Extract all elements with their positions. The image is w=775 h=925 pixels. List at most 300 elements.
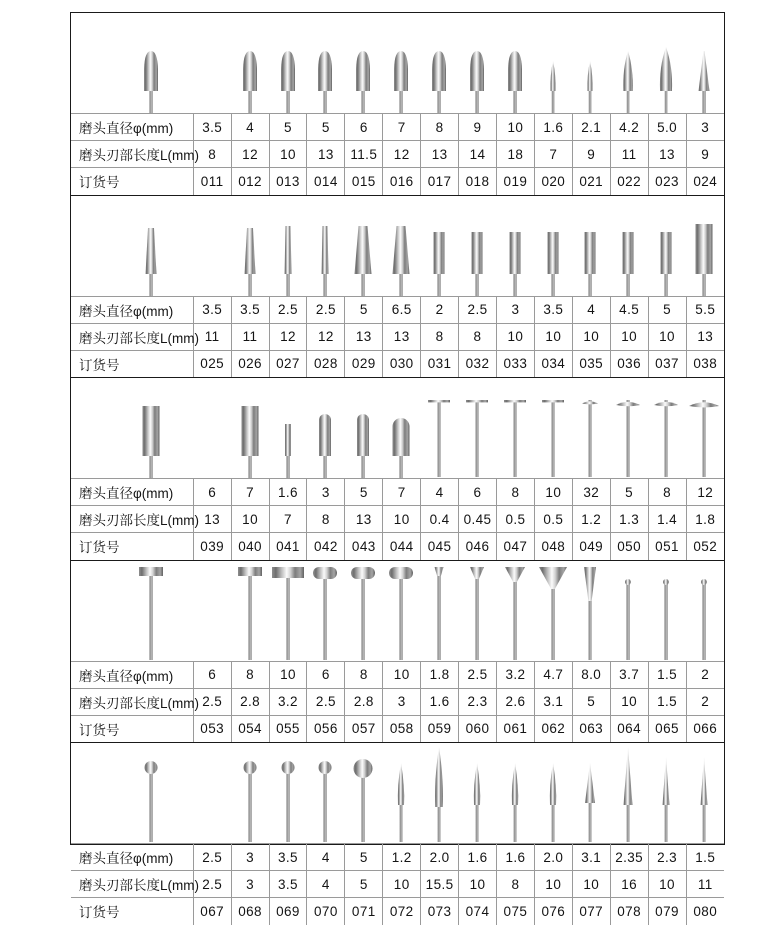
cell-length: 3 — [383, 688, 421, 715]
row-label-order-no: 订货号 — [71, 898, 193, 925]
cell-order-no: 059 — [421, 715, 459, 742]
row-label-diameter: 磨头直径φ(mm) — [71, 844, 193, 871]
cell-order-no: 073 — [421, 898, 459, 925]
spec-table-1 — [71, 113, 724, 195]
spec-block-4 — [71, 561, 724, 744]
cell-order-no: 024 — [686, 168, 724, 195]
cell-order-no: 062 — [534, 715, 572, 742]
cell-order-no: 025 — [193, 350, 231, 377]
cell-diameter: 3 — [496, 296, 534, 323]
cell-length: 10 — [648, 323, 686, 350]
cell-diameter: 1.6 — [496, 844, 534, 871]
bit-figure — [496, 743, 534, 843]
cell-length: 10 — [269, 141, 307, 168]
cell-diameter: 7 — [383, 479, 421, 506]
bit-figure — [496, 13, 534, 113]
cell-order-no: 048 — [534, 533, 572, 560]
bit-figure — [420, 378, 458, 478]
table-row-length-3 — [71, 506, 724, 533]
cell-diameter: 3.7 — [610, 661, 648, 688]
bit-figure — [420, 743, 458, 843]
bit-figure — [231, 743, 269, 843]
cell-diameter: 2.5 — [459, 296, 497, 323]
row-label-length: 磨头刃部长度L(mm) — [71, 506, 193, 533]
cell-order-no: 016 — [383, 168, 421, 195]
cell-length: 5 — [572, 688, 610, 715]
cell-length: 7 — [534, 141, 572, 168]
bit-figure — [307, 196, 345, 296]
cell-order-no: 018 — [459, 168, 497, 195]
cell-length: 2.3 — [459, 688, 497, 715]
cell-diameter: 5.0 — [648, 114, 686, 141]
bit-figure — [382, 13, 420, 113]
cell-order-no: 052 — [686, 533, 724, 560]
cell-order-no: 040 — [231, 533, 269, 560]
table-row-diameter-5 — [71, 844, 724, 871]
cell-length: 2.8 — [231, 688, 269, 715]
cell-length: 10 — [648, 871, 686, 898]
cell-diameter: 10 — [383, 661, 421, 688]
cell-diameter: 6 — [193, 479, 231, 506]
bit-figure — [496, 561, 534, 661]
table-row-diameter-4 — [71, 661, 724, 688]
cell-diameter: 5 — [345, 844, 383, 871]
cell-order-no: 057 — [345, 715, 383, 742]
cell-order-no: 023 — [648, 168, 686, 195]
bit-figure — [458, 13, 496, 113]
row-label-diameter: 磨头直径φ(mm) — [71, 114, 193, 141]
bit-figure — [420, 196, 458, 296]
cell-order-no: 043 — [345, 533, 383, 560]
cell-order-no: 015 — [345, 168, 383, 195]
cell-length: 10 — [534, 871, 572, 898]
cell-order-no: 017 — [421, 168, 459, 195]
bit-figure — [382, 196, 420, 296]
cell-order-no: 045 — [421, 533, 459, 560]
cell-order-no: 054 — [231, 715, 269, 742]
bit-figure — [269, 378, 307, 478]
cell-length: 13 — [648, 141, 686, 168]
cell-diameter: 2.1 — [572, 114, 610, 141]
row-label-diameter: 磨头直径φ(mm) — [71, 479, 193, 506]
cell-order-no: 013 — [269, 168, 307, 195]
cell-diameter: 3.5 — [269, 844, 307, 871]
cell-diameter: 2.35 — [610, 844, 648, 871]
cell-length: 10 — [383, 871, 421, 898]
cell-length: 2.5 — [193, 871, 231, 898]
cell-diameter: 4.5 — [610, 296, 648, 323]
row-label-order-no: 订货号 — [71, 533, 193, 560]
cell-diameter: 3 — [686, 114, 724, 141]
bit-figure — [534, 13, 572, 113]
table-row-length-4 — [71, 688, 724, 715]
table-row-order-2 — [71, 350, 724, 377]
bit-figure — [307, 13, 345, 113]
cell-diameter: 5 — [610, 479, 648, 506]
cell-diameter: 6.5 — [383, 296, 421, 323]
bit-figure — [534, 378, 572, 478]
cell-diameter: 1.6 — [269, 479, 307, 506]
cell-order-no: 074 — [459, 898, 497, 925]
spec-sheet-frame — [70, 12, 725, 921]
cell-diameter: 12 — [686, 479, 724, 506]
table-row-diameter-2 — [71, 296, 724, 323]
cell-length: 9 — [572, 141, 610, 168]
cell-order-no: 022 — [610, 168, 648, 195]
cell-diameter: 4 — [421, 479, 459, 506]
cell-diameter: 2 — [686, 661, 724, 688]
spec-block-1 — [71, 13, 724, 196]
bit-figure — [344, 561, 382, 661]
cell-diameter: 10 — [534, 479, 572, 506]
bit-figure — [571, 561, 609, 661]
cell-order-no: 071 — [345, 898, 383, 925]
bit-figure — [571, 743, 609, 843]
bit-figure — [458, 196, 496, 296]
cell-diameter: 2.5 — [459, 661, 497, 688]
bit-figure — [231, 561, 269, 661]
bit-figure — [685, 378, 723, 478]
bit-figure — [71, 561, 231, 661]
cell-order-no: 051 — [648, 533, 686, 560]
cell-length: 0.45 — [459, 506, 497, 533]
cell-order-no: 053 — [193, 715, 231, 742]
cell-order-no: 055 — [269, 715, 307, 742]
cell-length: 2.5 — [307, 688, 345, 715]
bit-figure — [382, 561, 420, 661]
figure-strip-2 — [71, 196, 724, 296]
bit-figure — [534, 743, 572, 843]
table-row-length-2 — [71, 323, 724, 350]
cell-length: 1.3 — [610, 506, 648, 533]
cell-diameter: 3 — [231, 844, 269, 871]
cell-length: 10 — [496, 323, 534, 350]
cell-diameter: 3.5 — [193, 296, 231, 323]
cell-order-no: 076 — [534, 898, 572, 925]
cell-length: 14 — [459, 141, 497, 168]
cell-diameter: 1.2 — [383, 844, 421, 871]
cell-length: 8 — [459, 323, 497, 350]
cell-order-no: 033 — [496, 350, 534, 377]
cell-diameter: 4.2 — [610, 114, 648, 141]
cell-order-no: 067 — [193, 898, 231, 925]
cell-length: 1.4 — [648, 506, 686, 533]
row-label-length: 磨头刃部长度L(mm) — [71, 141, 193, 168]
cell-diameter: 4 — [307, 844, 345, 871]
cell-order-no: 041 — [269, 533, 307, 560]
bit-figure — [307, 561, 345, 661]
cell-length: 10 — [534, 323, 572, 350]
cell-order-no: 056 — [307, 715, 345, 742]
cell-order-no: 064 — [610, 715, 648, 742]
cell-diameter: 3.5 — [534, 296, 572, 323]
cell-order-no: 075 — [496, 898, 534, 925]
bit-figure — [571, 196, 609, 296]
cell-length: 13 — [686, 323, 724, 350]
bit-figure — [269, 13, 307, 113]
cell-diameter: 6 — [193, 661, 231, 688]
bit-figure — [496, 196, 534, 296]
cell-diameter: 5 — [307, 114, 345, 141]
cell-length: 10 — [459, 871, 497, 898]
cell-length: 8 — [193, 141, 231, 168]
cell-length: 16 — [610, 871, 648, 898]
table-row-length-5 — [71, 871, 724, 898]
cell-diameter: 32 — [572, 479, 610, 506]
cell-length: 3.5 — [269, 871, 307, 898]
cell-order-no: 030 — [383, 350, 421, 377]
cell-diameter: 5 — [345, 296, 383, 323]
spec-block-2 — [71, 196, 724, 379]
cell-length: 13 — [383, 323, 421, 350]
cell-diameter: 4 — [572, 296, 610, 323]
cell-diameter: 3.1 — [572, 844, 610, 871]
bit-figure — [458, 561, 496, 661]
bit-figure — [71, 743, 231, 843]
cell-diameter: 2 — [421, 296, 459, 323]
cell-diameter: 7 — [383, 114, 421, 141]
cell-length: 10 — [383, 506, 421, 533]
cell-order-no: 046 — [459, 533, 497, 560]
cell-diameter: 6 — [345, 114, 383, 141]
figure-strip-5 — [71, 743, 724, 843]
cell-length: 10 — [572, 871, 610, 898]
cell-order-no: 065 — [648, 715, 686, 742]
cell-order-no: 078 — [610, 898, 648, 925]
bit-figure — [307, 378, 345, 478]
table-row-length-1 — [71, 141, 724, 168]
cell-diameter: 2.5 — [307, 296, 345, 323]
cell-diameter: 1.5 — [648, 661, 686, 688]
cell-length: 4 — [307, 871, 345, 898]
cell-diameter: 8 — [648, 479, 686, 506]
bit-figure — [231, 13, 269, 113]
cell-diameter: 5 — [345, 479, 383, 506]
bit-figure — [647, 743, 685, 843]
bit-figure — [458, 378, 496, 478]
bit-figure — [420, 561, 458, 661]
spec-table-5 — [71, 843, 724, 925]
cell-order-no: 026 — [231, 350, 269, 377]
cell-length: 13 — [345, 506, 383, 533]
bit-figure — [344, 743, 382, 843]
cell-order-no: 069 — [269, 898, 307, 925]
cell-diameter: 3.2 — [496, 661, 534, 688]
cell-length: 12 — [231, 141, 269, 168]
cell-length: 12 — [269, 323, 307, 350]
bit-figure — [269, 196, 307, 296]
figure-strip-4 — [71, 561, 724, 661]
bit-figure — [496, 378, 534, 478]
cell-order-no: 077 — [572, 898, 610, 925]
cell-length: 10 — [610, 323, 648, 350]
cell-length: 2.8 — [345, 688, 383, 715]
row-label-diameter: 磨头直径φ(mm) — [71, 661, 193, 688]
figure-strip-1 — [71, 13, 724, 113]
row-label-order-no: 订货号 — [71, 350, 193, 377]
cell-diameter: 8.0 — [572, 661, 610, 688]
bit-figure — [609, 561, 647, 661]
cell-length: 0.4 — [421, 506, 459, 533]
cell-length: 3 — [231, 871, 269, 898]
cell-diameter: 6 — [307, 661, 345, 688]
cell-length: 11 — [193, 323, 231, 350]
cell-length: 13 — [345, 323, 383, 350]
cell-diameter: 1.6 — [459, 844, 497, 871]
cell-length: 5 — [345, 871, 383, 898]
cell-diameter: 7 — [231, 479, 269, 506]
cell-diameter: 5 — [648, 296, 686, 323]
cell-length: 11 — [610, 141, 648, 168]
cell-order-no: 063 — [572, 715, 610, 742]
cell-diameter: 2.5 — [269, 296, 307, 323]
cell-diameter: 1.6 — [534, 114, 572, 141]
cell-length: 8 — [496, 871, 534, 898]
bit-figure — [609, 378, 647, 478]
cell-order-no: 042 — [307, 533, 345, 560]
cell-length: 0.5 — [534, 506, 572, 533]
cell-length: 2.6 — [496, 688, 534, 715]
bit-figure — [458, 743, 496, 843]
cell-order-no: 080 — [686, 898, 724, 925]
cell-diameter: 2.0 — [421, 844, 459, 871]
cell-length: 7 — [269, 506, 307, 533]
cell-length: 1.2 — [572, 506, 610, 533]
cell-diameter: 10 — [496, 114, 534, 141]
bit-figure — [534, 196, 572, 296]
bit-figure — [685, 196, 723, 296]
figure-strip-3 — [71, 378, 724, 478]
cell-order-no: 070 — [307, 898, 345, 925]
bit-figure — [382, 743, 420, 843]
cell-diameter: 8 — [345, 661, 383, 688]
cell-diameter: 2.5 — [193, 844, 231, 871]
cell-diameter: 2.0 — [534, 844, 572, 871]
cell-diameter: 8 — [421, 114, 459, 141]
cell-order-no: 061 — [496, 715, 534, 742]
cell-length: 12 — [383, 141, 421, 168]
bit-figure — [307, 743, 345, 843]
cell-length: 10 — [572, 323, 610, 350]
cell-length: 10 — [231, 506, 269, 533]
cell-diameter: 10 — [269, 661, 307, 688]
cell-order-no: 039 — [193, 533, 231, 560]
bit-figure — [344, 196, 382, 296]
cell-order-no: 044 — [383, 533, 421, 560]
cell-order-no: 049 — [572, 533, 610, 560]
cell-diameter: 1.8 — [421, 661, 459, 688]
cell-diameter: 3 — [307, 479, 345, 506]
cell-order-no: 066 — [686, 715, 724, 742]
cell-length: 10 — [610, 688, 648, 715]
cell-diameter: 8 — [496, 479, 534, 506]
cell-order-no: 050 — [610, 533, 648, 560]
bit-figure — [609, 13, 647, 113]
row-label-order-no: 订货号 — [71, 168, 193, 195]
cell-order-no: 068 — [231, 898, 269, 925]
cell-order-no: 021 — [572, 168, 610, 195]
row-label-order-no: 订货号 — [71, 715, 193, 742]
row-label-diameter: 磨头直径φ(mm) — [71, 296, 193, 323]
cell-length: 8 — [307, 506, 345, 533]
cell-diameter: 9 — [459, 114, 497, 141]
cell-length: 15.5 — [421, 871, 459, 898]
cell-length: 12 — [307, 323, 345, 350]
table-row-order-3 — [71, 533, 724, 560]
cell-length: 1.6 — [421, 688, 459, 715]
table-row-diameter-3 — [71, 479, 724, 506]
cell-diameter: 5.5 — [686, 296, 724, 323]
cell-order-no: 035 — [572, 350, 610, 377]
row-label-length: 磨头刃部长度L(mm) — [71, 688, 193, 715]
bit-figure — [685, 743, 723, 843]
spec-table-2 — [71, 296, 724, 378]
bit-figure — [344, 378, 382, 478]
spec-table-3 — [71, 478, 724, 560]
cell-order-no: 011 — [193, 168, 231, 195]
bit-figure — [647, 196, 685, 296]
bit-figure — [685, 561, 723, 661]
bit-figure — [420, 13, 458, 113]
cell-order-no: 038 — [686, 350, 724, 377]
cell-length: 3.2 — [269, 688, 307, 715]
cell-order-no: 031 — [421, 350, 459, 377]
cell-order-no: 079 — [648, 898, 686, 925]
cell-length: 13 — [193, 506, 231, 533]
cell-length: 13 — [421, 141, 459, 168]
cell-length: 2 — [686, 688, 724, 715]
cell-order-no: 072 — [383, 898, 421, 925]
row-label-length: 磨头刃部长度L(mm) — [71, 871, 193, 898]
bit-figure — [71, 378, 231, 478]
bit-figure — [647, 378, 685, 478]
cell-order-no: 014 — [307, 168, 345, 195]
cell-order-no: 012 — [231, 168, 269, 195]
cell-diameter: 2.3 — [648, 844, 686, 871]
bit-figure — [534, 561, 572, 661]
cell-diameter: 6 — [459, 479, 497, 506]
bit-figure — [231, 378, 269, 478]
cell-diameter: 8 — [231, 661, 269, 688]
cell-diameter: 3.5 — [231, 296, 269, 323]
cell-order-no: 047 — [496, 533, 534, 560]
spec-block-3 — [71, 378, 724, 561]
cell-length: 11 — [231, 323, 269, 350]
cell-length: 13 — [307, 141, 345, 168]
spec-table-4 — [71, 661, 724, 743]
cell-order-no: 032 — [459, 350, 497, 377]
bit-figure — [344, 13, 382, 113]
cell-order-no: 037 — [648, 350, 686, 377]
cell-length: 1.8 — [686, 506, 724, 533]
bit-figure — [269, 561, 307, 661]
cell-order-no: 036 — [610, 350, 648, 377]
bit-figure — [71, 13, 231, 113]
cell-diameter: 5 — [269, 114, 307, 141]
bit-figure — [269, 743, 307, 843]
cell-order-no: 060 — [459, 715, 497, 742]
cell-length: 8 — [421, 323, 459, 350]
bit-figure — [71, 196, 231, 296]
cell-diameter: 3.5 — [193, 114, 231, 141]
cell-length: 11 — [686, 871, 724, 898]
row-label-length: 磨头刃部长度L(mm) — [71, 323, 193, 350]
cell-length: 9 — [686, 141, 724, 168]
bit-figure — [647, 13, 685, 113]
cell-length: 2.5 — [193, 688, 231, 715]
cell-order-no: 028 — [307, 350, 345, 377]
cell-order-no: 019 — [496, 168, 534, 195]
